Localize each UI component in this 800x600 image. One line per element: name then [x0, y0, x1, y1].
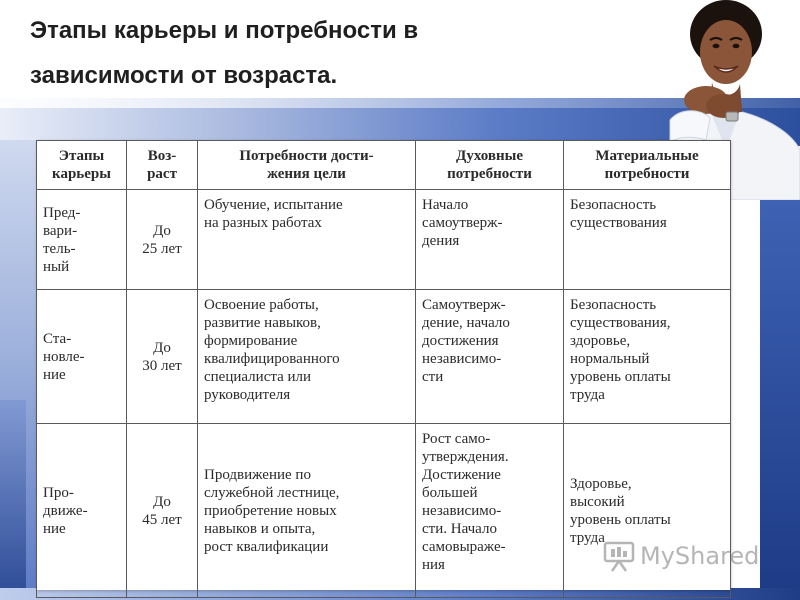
header-material-needs: Материальные потребности — [564, 141, 731, 190]
slide-title: Этапы карьеры и потребности в зависимости от возраста. — [30, 17, 419, 89]
myshared-watermark — [602, 536, 759, 576]
career-needs-table — [36, 140, 731, 598]
watermark-text: MyShared — [640, 542, 760, 570]
header-spiritual-needs: Духовные потребности — [416, 141, 564, 190]
cell-stage: Ста- новле- ние — [37, 290, 127, 424]
cell-age: До 25 лет — [127, 190, 198, 290]
cell-material-needs: Здоровье, высокий уровень оплаты труда — [564, 424, 731, 598]
cell-age: До 30 лет — [127, 290, 198, 424]
presentation-board-icon — [602, 539, 636, 573]
cell-spiritual-needs: Рост само- утверждения. Достижение большей независимо- сти. Начало самовыраже- ния — [416, 424, 564, 598]
right-dark-strip — [760, 190, 800, 600]
table-row — [37, 290, 731, 424]
cell-stage: Пред- вари- тель- ный — [37, 190, 127, 290]
table-header-row — [37, 141, 731, 190]
table-row — [37, 190, 731, 290]
header-age: Воз- раст — [127, 141, 198, 190]
cell-spiritual-needs: Самоутверж- дение, начало достижения независимо- сти — [416, 290, 564, 424]
cell-goal-needs: Освоение работы, развитие навыков, формирование квалифицированного специалиста или руководителя — [198, 290, 416, 424]
header-career-stages: Этапы карьеры — [37, 141, 127, 190]
cell-stage: Про- движе- ние — [37, 424, 127, 598]
cell-material-needs: Безопасность существования — [564, 190, 731, 290]
cell-spiritual-needs: Начало самоутверж- дения — [416, 190, 564, 290]
left-dark-strip — [0, 400, 26, 600]
career-needs-table-container — [36, 140, 730, 590]
cell-age: До 45 лет — [127, 424, 198, 598]
header-goal-needs: Потребности дости- жения цели — [198, 141, 416, 190]
cell-goal-needs: Продвижение по служебной лестнице, приобретение новых навыков и опыта, рост квалификации — [198, 424, 416, 598]
cell-goal-needs: Обучение, испытание на разных работах — [198, 190, 416, 290]
cell-material-needs: Безопасность существования, здоровье, нормальный уровень оплаты труда — [564, 290, 731, 424]
